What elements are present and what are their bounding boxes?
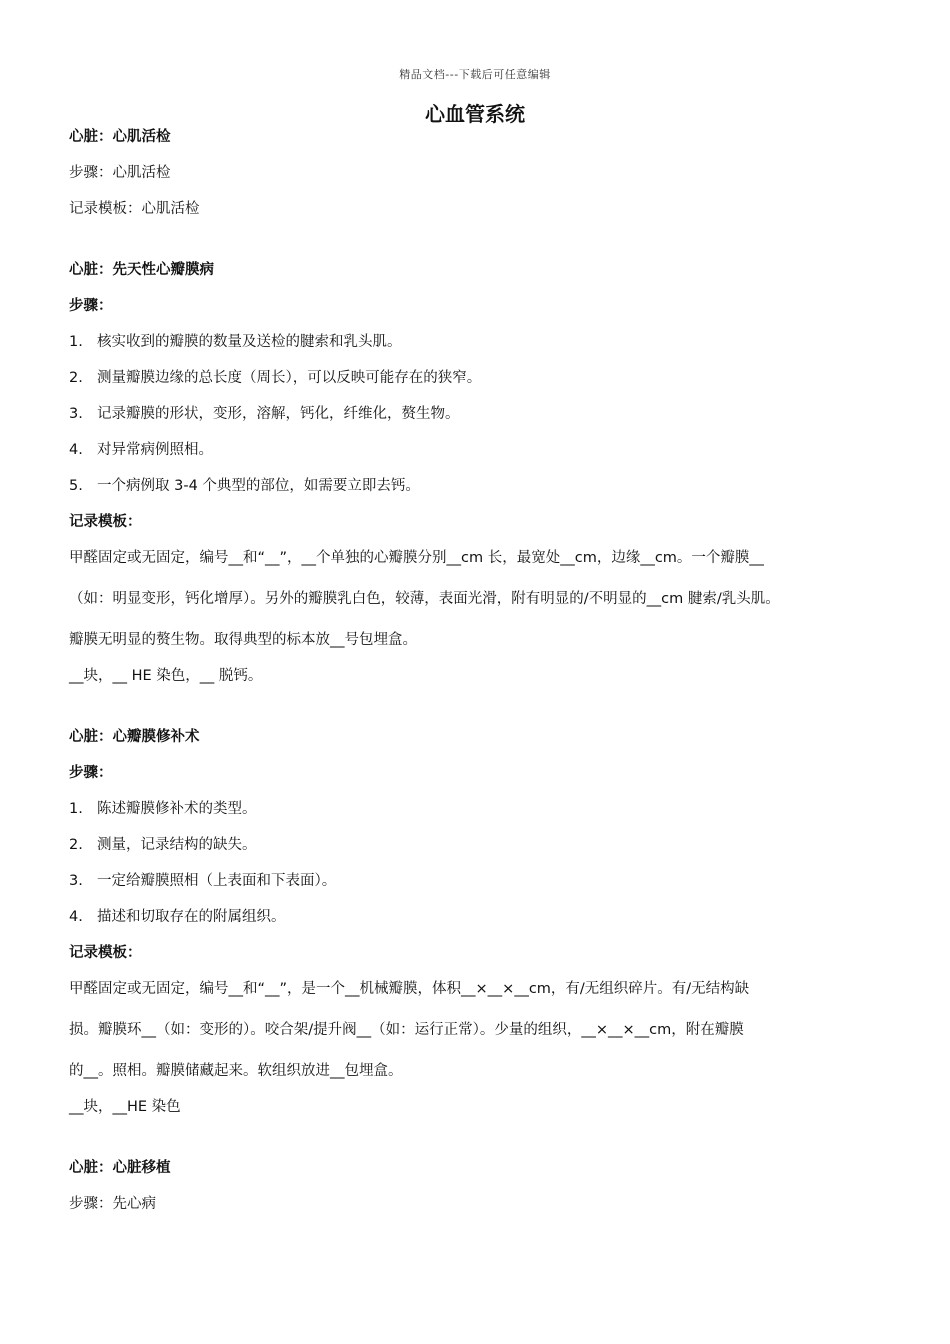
step-item bbox=[69, 799, 257, 819]
template-label: 记录模板： bbox=[69, 945, 142, 961]
step-number: 1. bbox=[69, 801, 83, 817]
step-item bbox=[69, 404, 460, 424]
template-text-line: 甲醛固定或无固定，编号__和“__”，__个单独的心瓣膜分别__cm 长，最宽处__cm，边缘__cm。一个瓣膜__ bbox=[69, 550, 764, 566]
step-number: 3. bbox=[69, 873, 83, 889]
step-item bbox=[69, 440, 213, 460]
steps-line: 步骤：心肌活检 bbox=[69, 165, 171, 181]
step-number: 5. bbox=[69, 478, 83, 494]
steps-label: 步骤： bbox=[69, 298, 113, 314]
step-number: 1. bbox=[69, 334, 83, 350]
template-text-line: （如：明显变形，钙化增厚）。另外的瓣膜乳白色，较薄，表面光滑，附有明显的/不明显的__cm 腱索/乳头肌。 bbox=[69, 591, 780, 607]
step-number: 3. bbox=[69, 406, 83, 422]
step-item bbox=[69, 835, 257, 855]
step-item bbox=[69, 332, 402, 352]
template-label: 记录模板： bbox=[69, 514, 142, 530]
step-text: 对异常病例照相。 bbox=[97, 442, 213, 458]
step-item bbox=[69, 871, 336, 891]
document-title: 心血管系统 bbox=[425, 102, 525, 126]
step-number: 4. bbox=[69, 909, 83, 925]
step-text: 测量，记录结构的缺失。 bbox=[97, 837, 257, 853]
template-text-line: 损。瓣膜环__（如：变形的）。咬合架/提升阀__（如：运行正常）。少量的组织，__×__×__cm，附在瓣膜 bbox=[69, 1022, 744, 1038]
step-text: 陈述瓣膜修补术的类型。 bbox=[97, 801, 257, 817]
template-line: 记录模板：心肌活检 bbox=[69, 201, 200, 217]
step-item bbox=[69, 907, 286, 927]
section-heading: 心脏：心肌活检 bbox=[69, 129, 171, 145]
step-text: 一个病例取 3-4 个典型的部位，如需要立即去钙。 bbox=[97, 478, 420, 494]
template-text-line: 瓣膜无明显的赘生物。取得典型的标本放__号包埋盒。 bbox=[69, 632, 417, 648]
blocks-line: __块，__HE 染色 bbox=[69, 1099, 181, 1115]
step-text: 一定给瓣膜照相（上表面和下表面）。 bbox=[97, 873, 337, 889]
step-text: 记录瓣膜的形状，变形，溶解，钙化，纤维化，赘生物。 bbox=[97, 406, 460, 422]
section-heading: 心脏：心瓣膜修补术 bbox=[69, 729, 200, 745]
section-heading: 心脏：心脏移植 bbox=[69, 1160, 171, 1176]
step-text: 核实收到的瓣膜的数量及送检的腱索和乳头肌。 bbox=[97, 334, 402, 350]
page-header-note: 精品文档---下载后可任意编辑 bbox=[399, 68, 551, 81]
step-item bbox=[69, 368, 481, 388]
steps-label: 步骤： bbox=[69, 765, 113, 781]
step-number: 2. bbox=[69, 837, 83, 853]
blocks-line: __块，__ HE 染色，__ 脱钙。 bbox=[69, 668, 263, 684]
template-text-line: 的__。照相。瓣膜储藏起来。软组织放进__包埋盒。 bbox=[69, 1063, 403, 1079]
step-text: 描述和切取存在的附属组织。 bbox=[97, 909, 286, 925]
step-number: 4. bbox=[69, 442, 83, 458]
step-number: 2. bbox=[69, 370, 83, 386]
section-heading: 心脏：先天性心瓣膜病 bbox=[69, 262, 214, 278]
step-text: 测量瓣膜边缘的总长度（周长），可以反映可能存在的狭窄。 bbox=[97, 370, 482, 386]
steps-line: 步骤：先心病 bbox=[69, 1196, 156, 1212]
template-text-line: 甲醛固定或无固定，编号__和“__”，是一个__机械瓣膜，体积__×__×__cm，有/无组织碎片。有/无结构缺 bbox=[69, 981, 750, 997]
step-item bbox=[69, 476, 420, 496]
